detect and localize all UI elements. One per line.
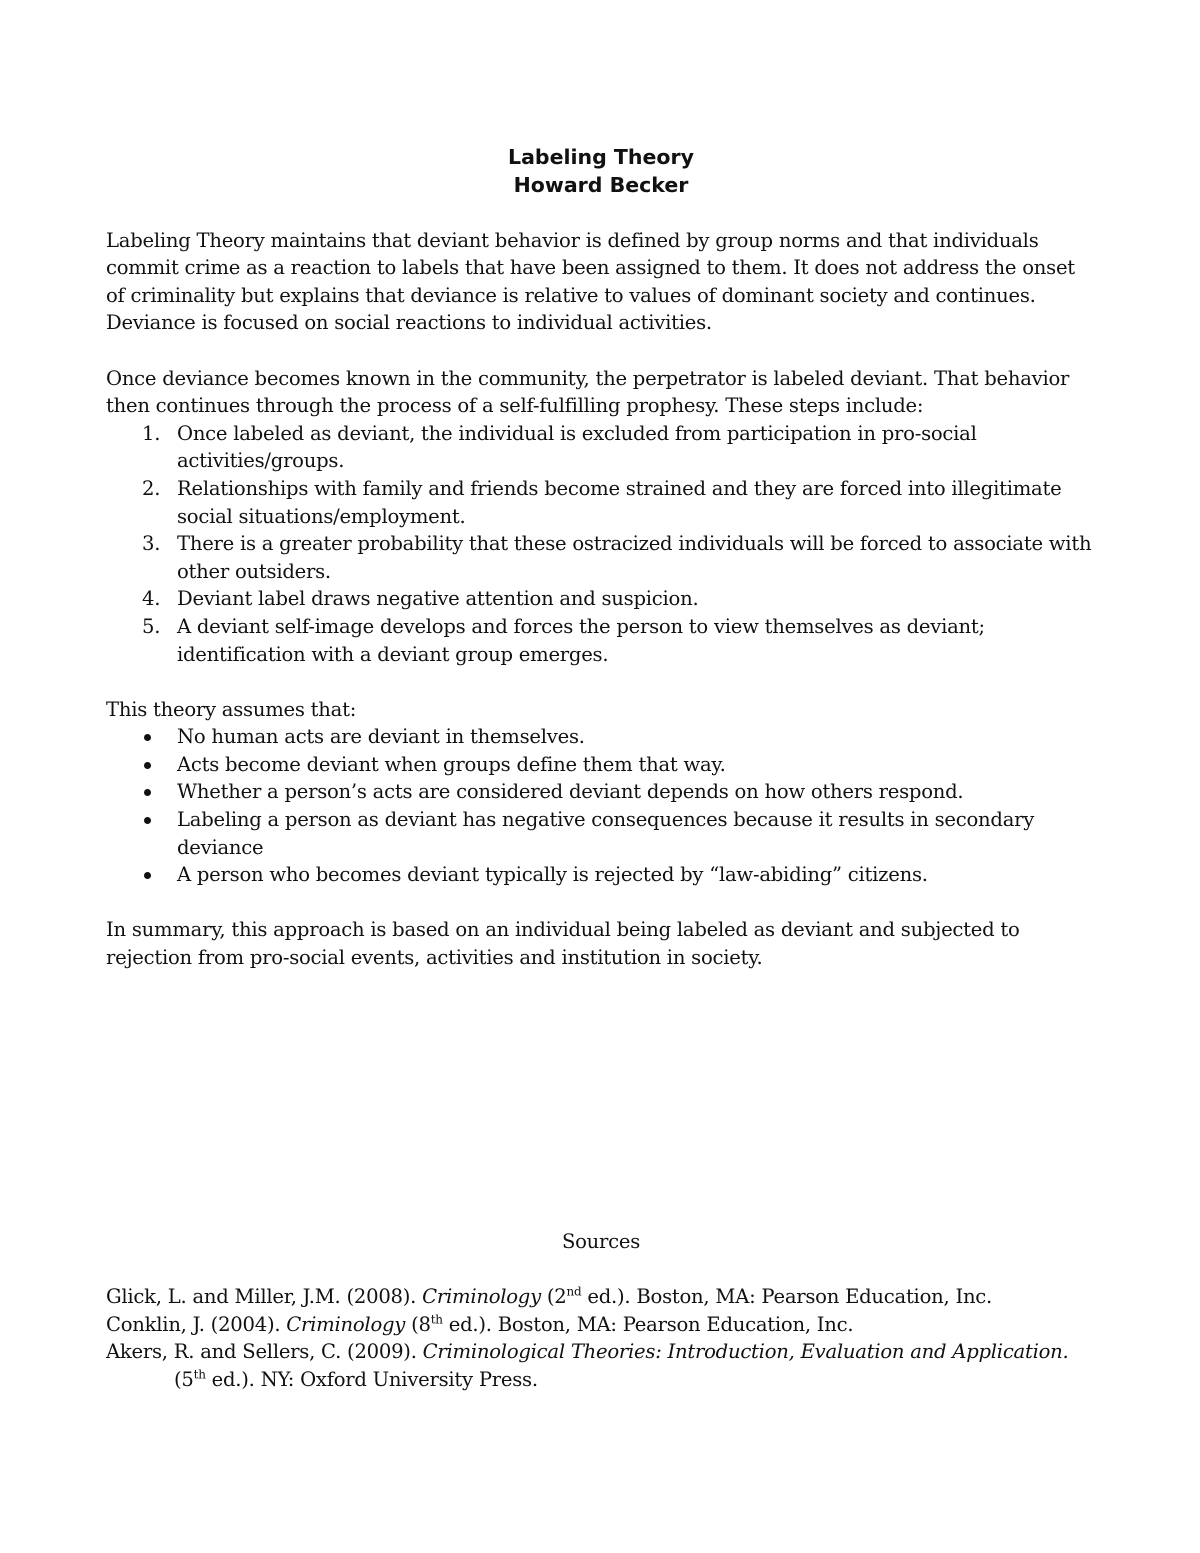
sources-heading: Sources — [561, 1230, 641, 1253]
list-item-text: Acts become deviant when groups define them that way. — [177, 752, 726, 776]
list-item — [106, 420, 1096, 475]
document-title: Labeling Theory — [508, 145, 694, 169]
list-item — [106, 723, 1096, 751]
reference-edition: (2 — [540, 1285, 567, 1309]
list-item-text: Whether a person’s acts are considered deviant depends on how others respond. — [177, 780, 964, 804]
reference-authors: Akers, R. and Sellers, C. (2009). — [106, 1340, 423, 1364]
reference-edition-suffix: nd — [566, 1284, 582, 1299]
reference-entry — [106, 1311, 1106, 1339]
reference-edition-suffix: th — [193, 1367, 206, 1382]
list-item — [106, 585, 1096, 613]
list-item-text: Labeling a person as deviant has negative consequences because it results in secondary deviance — [177, 808, 1035, 859]
list-item-text: There is a greater probability that these ostracized individuals will be forced to associate with other outsiders. — [177, 532, 1092, 583]
bullet-icon — [144, 762, 151, 769]
list-item — [106, 613, 1096, 668]
reference-edition: (5 — [174, 1367, 194, 1391]
reference-authors: Conklin, J. (2004). — [106, 1312, 287, 1336]
process-intro: Once deviance becomes known in the community, the perpetrator is labeled deviant. That behavior then continues through the process of a self-fulfilling prophesy. These steps include: — [106, 366, 1070, 418]
list-item-text: Deviant label draws negative attention and suspicion. — [177, 587, 699, 611]
list-item-text: Relationships with family and friends become strained and they are forced into illegitimate social situations/employment. — [177, 476, 1062, 528]
list-item-text: A person who becomes deviant typically is rejected by “law-abiding” citizens. — [177, 863, 928, 887]
bullet-icon — [144, 817, 151, 824]
reference-book-title: Criminology — [286, 1312, 406, 1336]
list-number: 5. — [142, 614, 161, 638]
reference-book-title: Criminology — [422, 1285, 541, 1309]
steps-list — [106, 420, 1096, 668]
list-item — [106, 778, 1096, 806]
list-item — [106, 861, 1096, 889]
reference-authors: Glick, L. and Miller, J.M. (2008). — [106, 1285, 423, 1309]
reference-edition-suffix: th — [430, 1312, 443, 1327]
bullet-icon — [144, 872, 151, 879]
list-item-text: A deviant self-image develops and forces the person to view themselves as deviant; identification with a deviant group emerges. — [177, 614, 985, 666]
sources-section — [106, 1228, 1106, 1394]
reference-entry — [106, 1338, 1106, 1366]
list-item — [106, 806, 1096, 861]
assumptions-list — [106, 723, 1096, 889]
list-item-text: Once labeled as deviant, the individual is excluded from participation in pro-social activities/groups. — [177, 421, 977, 473]
list-number: 4. — [142, 587, 161, 611]
bullet-icon — [144, 734, 151, 741]
title-block — [106, 143, 1096, 199]
list-item-text: No human acts are deviant in themselves. — [177, 725, 585, 749]
list-item — [106, 475, 1096, 530]
intro-paragraph: Labeling Theory maintains that deviant behavior is defined by group norms and that individuals commit crime as a reaction to labels that have been assigned to them. It does not address the onset of criminality but explains that deviance is relative to values of dominant society and continues. Deviance is focused on social reactions to individual activities. — [106, 228, 1075, 335]
list-number: 1. — [142, 421, 161, 445]
document-author: Howard Becker — [513, 173, 689, 197]
reference-publisher: ed.). Boston, MA: Pearson Education, Inc. — [581, 1285, 993, 1309]
list-item — [106, 530, 1096, 585]
document-body — [106, 143, 1096, 972]
reference-entry — [106, 1283, 1106, 1311]
reference-publisher: ed.). NY: Oxford University Press. — [205, 1367, 538, 1391]
reference-publisher: ed.). Boston, MA: Pearson Education, Inc. — [442, 1312, 854, 1336]
summary-paragraph: In summary, this approach is based on an individual being labeled as deviant and subjected to rejection from pro-social events, activities and institution in society. — [106, 918, 1020, 970]
reference-edition: (8 — [405, 1312, 431, 1336]
reference-continuation — [106, 1366, 1106, 1394]
list-number: 2. — [142, 476, 161, 500]
list-item — [106, 751, 1096, 779]
reference-book-title: Criminological Theories: Introduction, Evaluation and Application. — [422, 1340, 1069, 1364]
list-number: 3. — [142, 532, 161, 556]
assumptions-intro: This theory assumes that: — [106, 697, 357, 721]
bullet-icon — [144, 789, 151, 796]
